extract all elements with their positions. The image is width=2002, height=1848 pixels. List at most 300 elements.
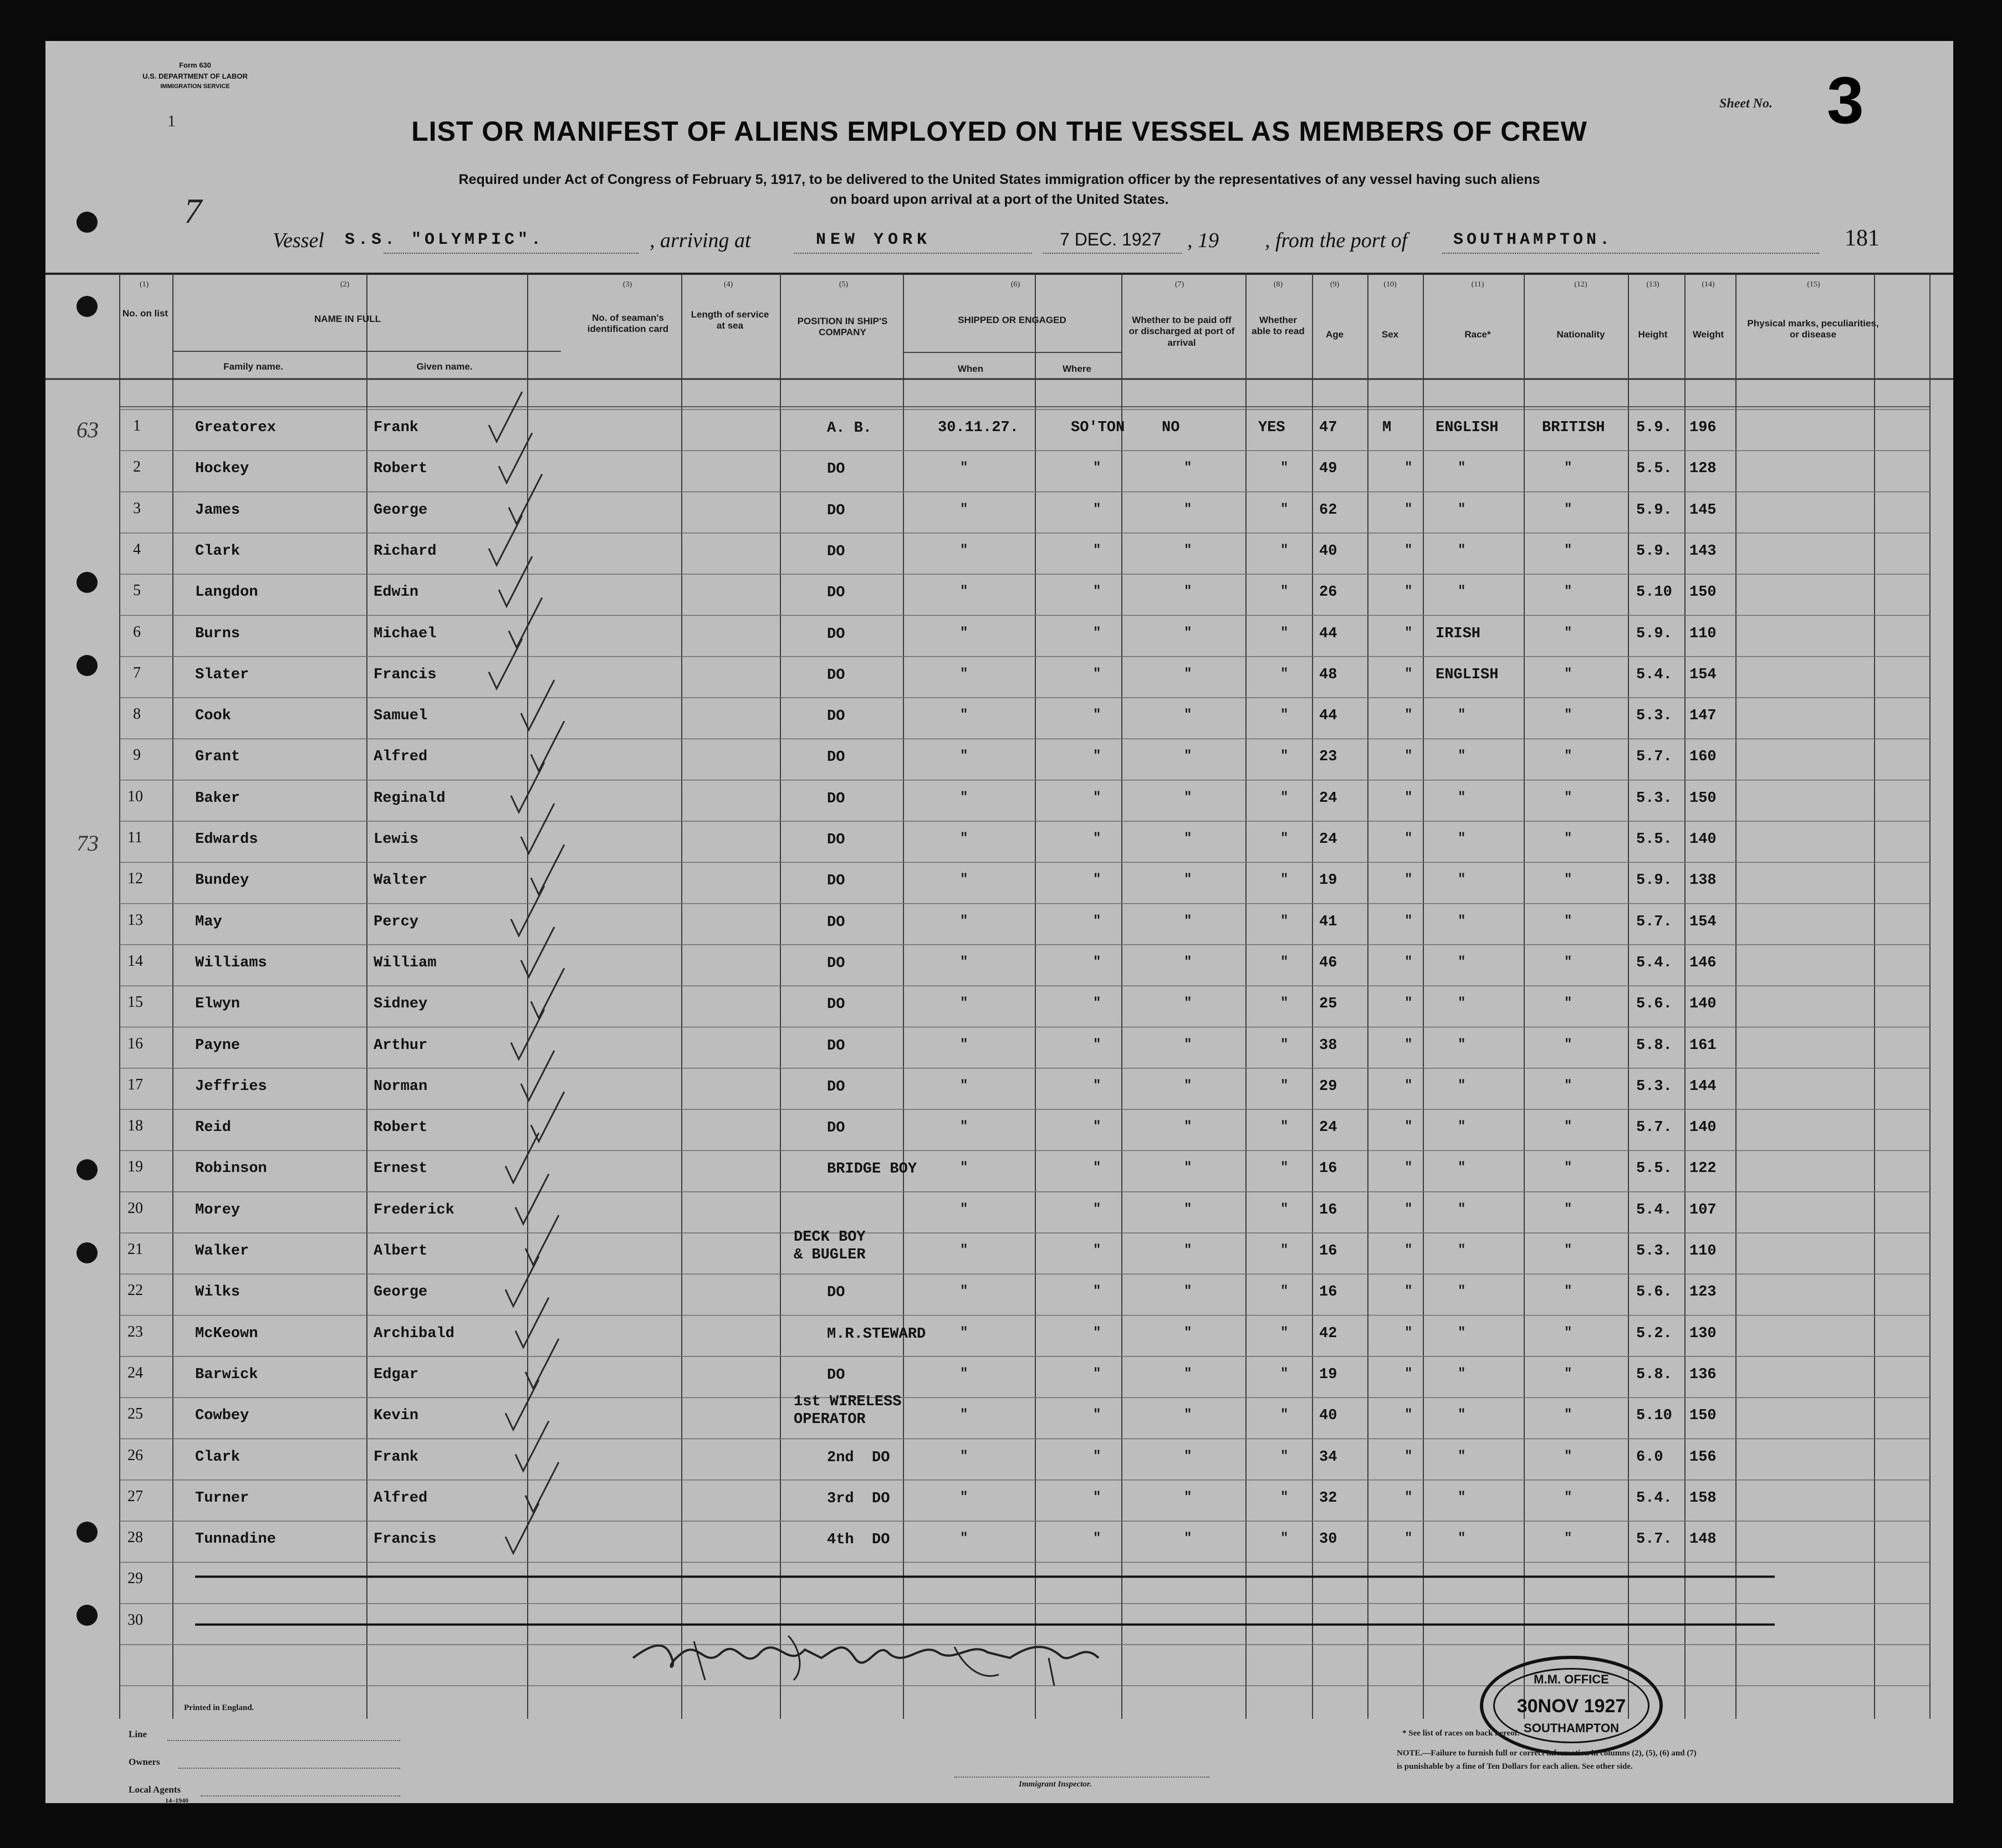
header-where: Where — [1063, 364, 1091, 374]
row-number: 4 — [133, 540, 141, 558]
age: 19 — [1319, 1366, 1337, 1383]
weight: 156 — [1689, 1448, 1717, 1466]
nationality-ditto: " — [1564, 913, 1572, 929]
race-ditto: " — [1458, 1201, 1466, 1217]
sex-ditto: " — [1405, 790, 1413, 805]
nationality-ditto: " — [1564, 1037, 1572, 1052]
race-ditto: " — [1458, 460, 1466, 476]
read-ditto: " — [1280, 1366, 1289, 1381]
printed-in-england: Printed in England. — [184, 1703, 254, 1712]
col-num-3: (3) — [622, 280, 632, 289]
department-label: U.S. DEPARTMENT OF LABOR — [142, 72, 248, 80]
paid-off-ditto: " — [1184, 1119, 1192, 1135]
height: 5.6. — [1636, 996, 1672, 1013]
footer-line-label: Line — [129, 1729, 147, 1739]
nationality-ditto: " — [1564, 542, 1572, 558]
paid-off-ditto: " — [1184, 872, 1192, 888]
family-name: Clark — [195, 1448, 241, 1466]
nationality-ditto: " — [1564, 749, 1572, 764]
family-name: James — [195, 501, 241, 519]
where-ditto: " — [1093, 1407, 1101, 1423]
header-sex: Sex — [1381, 329, 1399, 340]
sex-ditto: " — [1405, 1531, 1413, 1547]
header-seamans-id: No. of seaman's identification card — [587, 313, 669, 335]
service-label: IMMIGRATION SERVICE — [160, 83, 230, 90]
nationality-ditto: " — [1564, 831, 1572, 846]
arriving-label: , arriving at — [650, 229, 751, 252]
read-ditto: " — [1280, 872, 1289, 888]
row-number: 20 — [127, 1199, 143, 1217]
header-when: When — [957, 364, 984, 374]
weight: 130 — [1689, 1325, 1717, 1342]
row-number: 24 — [127, 1364, 143, 1381]
check-mark-icon — [521, 927, 554, 977]
year-label: , 19 — [1187, 229, 1219, 252]
age: 16 — [1319, 1284, 1337, 1301]
height: 5.4. — [1636, 1201, 1672, 1219]
immigrant-inspector-label: Immigrant Inspector. — [1019, 1780, 1092, 1789]
row-number: 21 — [127, 1241, 143, 1258]
height: 5.9. — [1636, 542, 1672, 560]
when-ditto: " — [960, 666, 968, 682]
position: DO — [827, 914, 845, 931]
paid-off-ditto: " — [1184, 1489, 1192, 1505]
age: 16 — [1319, 1243, 1337, 1260]
check-mark-icon — [525, 1339, 559, 1389]
nationality-ditto: " — [1564, 872, 1572, 888]
subtitle-line-2: on board upon arrival at a port of the United States. — [830, 192, 1169, 208]
height: 5.7. — [1636, 749, 1672, 766]
form-number: Form 630 — [179, 61, 211, 69]
check-mark-icon — [525, 1462, 559, 1512]
footer-agents-label: Local Agents — [129, 1784, 181, 1795]
when-ditto: " — [960, 996, 968, 1011]
position: DO — [827, 667, 845, 684]
nationality-ditto: " — [1564, 625, 1572, 641]
when-ditto: " — [960, 1243, 968, 1258]
header-given-name: Given name. — [416, 361, 473, 372]
paid-off-ditto: " — [1184, 666, 1192, 682]
where-ditto: " — [1093, 872, 1101, 888]
position: A. B. — [827, 420, 872, 437]
row-number: 8 — [133, 705, 141, 723]
position: DO — [827, 1120, 845, 1137]
weight: 122 — [1689, 1160, 1717, 1178]
row-number: 22 — [127, 1282, 143, 1299]
height: 5.5. — [1636, 831, 1672, 848]
race-ditto: " — [1458, 790, 1466, 805]
where-ditto: " — [1093, 1201, 1101, 1217]
weight: 136 — [1689, 1366, 1717, 1383]
when-ditto: " — [960, 790, 968, 805]
col-num-10: (10) — [1383, 280, 1397, 289]
paid-off-ditto: " — [1184, 1531, 1192, 1547]
row-number: 14 — [127, 952, 143, 970]
mm-office-stamp — [1480, 1656, 1668, 1761]
header-position: POSITION IN SHIP'S COMPANY — [797, 316, 888, 338]
nationality-ditto: " — [1564, 790, 1572, 805]
sex-ditto: " — [1405, 954, 1413, 970]
read-ditto: " — [1280, 1284, 1289, 1299]
position: 4th DO — [827, 1532, 890, 1549]
position: 2nd DO — [827, 1449, 890, 1466]
header-nationality: Nationality — [1556, 329, 1605, 340]
age: 48 — [1319, 666, 1337, 683]
given-name: Archibald — [374, 1325, 454, 1342]
weight: 140 — [1689, 1119, 1717, 1137]
when-ditto: " — [960, 1448, 968, 1464]
given-name: Robert — [374, 1119, 428, 1137]
nationality-ditto: " — [1564, 1325, 1572, 1340]
height: 5.5. — [1636, 1160, 1672, 1178]
row-number: 16 — [127, 1035, 143, 1052]
where-ditto: " — [1093, 542, 1101, 558]
height: 5.6. — [1636, 1284, 1672, 1301]
read-ditto: " — [1280, 1078, 1289, 1093]
nationality-ditto: " — [1564, 1531, 1572, 1547]
when-ditto: " — [960, 1160, 968, 1176]
race: ENGLISH — [1436, 419, 1499, 436]
weight: 107 — [1689, 1201, 1717, 1219]
position: 1st WIRELESS OPERATOR — [794, 1394, 902, 1429]
arrival-date: 7 DEC. 1927 — [1060, 229, 1162, 249]
read-ditto: " — [1280, 1037, 1289, 1052]
family-name: McKeown — [195, 1325, 258, 1342]
read: YES — [1258, 419, 1285, 436]
read-ditto: " — [1280, 1531, 1289, 1547]
where-ditto: " — [1093, 501, 1101, 517]
where-ditto: " — [1093, 1284, 1101, 1299]
when-ditto: " — [960, 584, 968, 600]
col-num-12: (12) — [1574, 280, 1587, 289]
paid-off-ditto: " — [1184, 584, 1192, 600]
family-name: Greatorex — [195, 419, 276, 436]
read-ditto: " — [1280, 1160, 1289, 1176]
race-ditto: " — [1458, 1119, 1466, 1135]
sex-ditto: " — [1405, 1325, 1413, 1340]
nationality-ditto: " — [1564, 666, 1572, 682]
position: BRIDGE BOY — [827, 1161, 917, 1178]
check-mark-icon — [521, 1051, 554, 1100]
weight: 144 — [1689, 1078, 1717, 1095]
row-number: 3 — [133, 499, 141, 517]
paid-off-ditto: " — [1184, 1078, 1192, 1093]
nationality-ditto: " — [1564, 1366, 1572, 1381]
col-num-1: (1) — [139, 280, 149, 289]
position: DECK BOY & BUGLER — [794, 1229, 866, 1263]
where: SO'TON — [1071, 419, 1125, 436]
position: DO — [827, 790, 845, 807]
weight: 150 — [1689, 1407, 1717, 1425]
given-name: Ernest — [374, 1160, 428, 1178]
weight: 110 — [1689, 1243, 1717, 1260]
weight: 140 — [1689, 831, 1717, 848]
when-ditto: " — [960, 831, 968, 846]
family-name: Jeffries — [195, 1078, 267, 1095]
given-name: Percy — [374, 913, 419, 930]
sex-ditto: " — [1405, 1489, 1413, 1505]
where-ditto: " — [1093, 1160, 1101, 1176]
race-ditto: " — [1458, 584, 1466, 600]
position: DO — [827, 832, 845, 848]
read-ditto: " — [1280, 1448, 1289, 1464]
sex-ditto: " — [1405, 1201, 1413, 1217]
penalty-note-line-2: is punishable by a fine of Ten Dollars for each alien. See other side. — [1397, 1762, 1633, 1771]
row-number: 9 — [133, 746, 141, 764]
age: 41 — [1319, 913, 1337, 930]
position: DO — [827, 996, 845, 1013]
check-mark-icon — [515, 1298, 549, 1348]
read-ditto: " — [1280, 1243, 1289, 1258]
paid-off-ditto: " — [1184, 1448, 1192, 1464]
race-ditto: " — [1458, 1366, 1466, 1381]
header-paid-off: Whether to be paid off or discharged at port of arrival — [1128, 315, 1235, 348]
read-ditto: " — [1280, 708, 1289, 723]
manifest-sheet — [45, 41, 1953, 1803]
weight: 148 — [1689, 1531, 1717, 1548]
vessel-label: Vessel — [273, 229, 324, 252]
weight: 138 — [1689, 872, 1717, 889]
when-ditto: " — [960, 872, 968, 888]
height: 5.7. — [1636, 1531, 1672, 1548]
read-ditto: " — [1280, 625, 1289, 641]
sex-ditto: " — [1405, 708, 1413, 723]
weight: 160 — [1689, 749, 1717, 766]
when-ditto: " — [960, 954, 968, 970]
margin-mark: 7 — [184, 191, 202, 231]
age: 40 — [1319, 1407, 1337, 1425]
when-ditto: " — [960, 1325, 968, 1340]
family-name: Hockey — [195, 460, 249, 478]
race-ditto: " — [1458, 996, 1466, 1011]
paid-off-ditto: " — [1184, 996, 1192, 1011]
header-no-on-list: No. on list — [122, 308, 168, 319]
given-name: Arthur — [374, 1037, 428, 1054]
given-name: Francis — [374, 1531, 437, 1548]
height: 5.3. — [1636, 1243, 1672, 1260]
nationality: BRITISH — [1542, 419, 1605, 436]
height: 5.9. — [1636, 625, 1672, 642]
footer-owners-label: Owners — [129, 1757, 160, 1767]
sex: M — [1382, 419, 1392, 436]
page-number: 181 — [1845, 226, 1880, 251]
read-ditto: " — [1280, 913, 1289, 929]
given-name: Francis — [374, 666, 437, 683]
row-number: 19 — [127, 1158, 143, 1176]
given-name: Reginald — [374, 790, 446, 807]
height: 5.4. — [1636, 666, 1672, 683]
paid-off-ditto: " — [1184, 1201, 1192, 1217]
row-number: 5 — [133, 582, 141, 600]
where-ditto: " — [1093, 954, 1101, 970]
family-name: Wilks — [195, 1284, 241, 1301]
read-ditto: " — [1280, 584, 1289, 600]
header-name-in-full: NAME IN FULL — [314, 314, 381, 324]
col-num-15: (15) — [1807, 280, 1820, 289]
paid-off-ditto: " — [1184, 1325, 1192, 1340]
races-note: * See list of races on back hereof. — [1402, 1729, 1520, 1738]
given-name: Frederick — [374, 1201, 454, 1219]
read-ditto: " — [1280, 1489, 1289, 1505]
row-number: 30 — [127, 1611, 143, 1629]
when-ditto: " — [960, 749, 968, 764]
where-ditto: " — [1093, 584, 1101, 600]
header-family-name: Family name. — [223, 361, 283, 372]
when-ditto: " — [960, 913, 968, 929]
family-name: Reid — [195, 1119, 231, 1137]
where-ditto: " — [1093, 1119, 1101, 1135]
family-name: Turner — [195, 1489, 249, 1507]
race-ditto: " — [1458, 831, 1466, 846]
family-name: Morey — [195, 1201, 241, 1219]
inspector-signature — [622, 1619, 1132, 1697]
family-name: Baker — [195, 790, 241, 807]
given-name: William — [374, 954, 437, 971]
when-ditto: " — [960, 1489, 968, 1505]
given-name: Kevin — [374, 1407, 419, 1425]
read-ditto: " — [1280, 542, 1289, 558]
sex-ditto: " — [1405, 542, 1413, 558]
where-ditto: " — [1093, 1448, 1101, 1464]
family-name: Cowbey — [195, 1407, 249, 1425]
weight: 154 — [1689, 666, 1717, 683]
nationality-ditto: " — [1564, 1243, 1572, 1258]
given-name: Edgar — [374, 1366, 419, 1383]
paid-off: NO — [1162, 419, 1180, 436]
race-ditto: " — [1458, 542, 1466, 558]
sex-ditto: " — [1405, 1366, 1413, 1381]
paid-off-ditto: " — [1184, 790, 1192, 805]
sex-ditto: " — [1405, 625, 1413, 641]
header-physical: Physical marks, peculiarities, or disease — [1747, 318, 1879, 340]
check-mark-icon — [505, 1133, 539, 1182]
race: ENGLISH — [1436, 666, 1499, 683]
position: DO — [827, 461, 845, 478]
family-name: Slater — [195, 666, 249, 683]
sex-ditto: " — [1405, 501, 1413, 517]
given-name: Norman — [374, 1078, 428, 1095]
family-name: Edwards — [195, 831, 258, 848]
height: 5.9. — [1636, 872, 1672, 889]
height: 5.3. — [1636, 1078, 1672, 1095]
where-ditto: " — [1093, 1325, 1101, 1340]
when-ditto: " — [960, 1366, 968, 1381]
family-name: Clark — [195, 542, 241, 560]
age: 24 — [1319, 1119, 1337, 1137]
subtitle-line-1: Required under Act of Congress of February 5, 1917, to be delivered to the United States immigration officer by the representatives of any vessel having such aliens — [458, 172, 1540, 187]
family-name: May — [195, 913, 222, 930]
weight: 196 — [1689, 419, 1717, 436]
paid-off-ditto: " — [1184, 542, 1192, 558]
nationality-ditto: " — [1564, 1489, 1572, 1505]
when-ditto: " — [960, 1201, 968, 1217]
given-name: Robert — [374, 460, 428, 478]
check-mark-icon — [531, 721, 564, 771]
when-ditto: " — [960, 1407, 968, 1423]
row-number: 27 — [127, 1487, 143, 1505]
where-ditto: " — [1093, 1037, 1101, 1052]
age: 46 — [1319, 954, 1337, 971]
height: 5.10 — [1636, 584, 1672, 601]
nationality-ditto: " — [1564, 460, 1572, 476]
col-num-14: (14) — [1702, 280, 1715, 289]
sex-ditto: " — [1405, 1407, 1413, 1423]
height: 5.7. — [1636, 913, 1672, 930]
race-ditto: " — [1458, 749, 1466, 764]
race: IRISH — [1436, 625, 1481, 642]
row-number: 7 — [133, 664, 141, 682]
given-name: Michael — [374, 625, 437, 642]
where-ditto: " — [1093, 666, 1101, 682]
weight: 140 — [1689, 996, 1717, 1013]
header-length-service: Length of service at sea — [691, 309, 769, 331]
check-mark-icon — [525, 1215, 559, 1265]
race-ditto: " — [1458, 954, 1466, 970]
when-ditto: " — [960, 1284, 968, 1299]
weight: 146 — [1689, 954, 1717, 971]
weight: 147 — [1689, 708, 1717, 725]
height: 5.10 — [1636, 1407, 1672, 1425]
weight: 161 — [1689, 1037, 1717, 1054]
weight: 154 — [1689, 913, 1717, 930]
paid-off-ditto: " — [1184, 954, 1192, 970]
where-ditto: " — [1093, 996, 1101, 1011]
row-number: 12 — [127, 870, 143, 888]
sex-ditto: " — [1405, 913, 1413, 929]
age: 29 — [1319, 1078, 1337, 1095]
margin-note-73: 73 — [76, 831, 99, 856]
sex-ditto: " — [1405, 1243, 1413, 1258]
when-ditto: " — [960, 625, 968, 641]
age: 44 — [1319, 625, 1337, 642]
col-num-7: (7) — [1174, 280, 1184, 289]
row-number: 11 — [127, 829, 142, 846]
given-name: Walter — [374, 872, 428, 889]
where-ditto: " — [1093, 749, 1101, 764]
position: DO — [827, 585, 845, 602]
family-name: Grant — [195, 749, 241, 766]
height: 5.2. — [1636, 1325, 1672, 1342]
when-ditto: " — [960, 460, 968, 476]
check-mark-icon — [515, 1421, 549, 1471]
penalty-note-line-1: NOTE.—Failure to furnish full or correct information in columns (2), (5), (6) and (7) — [1397, 1749, 1697, 1758]
paid-off-ditto: " — [1184, 1160, 1192, 1176]
where-ditto: " — [1093, 913, 1101, 929]
given-name: Sidney — [374, 996, 428, 1013]
position: M.R.STEWARD — [827, 1325, 926, 1343]
race-ditto: " — [1458, 872, 1466, 888]
age: 38 — [1319, 1037, 1337, 1054]
family-name: Elwyn — [195, 996, 241, 1013]
footer-form-code: 14–1940 — [165, 1796, 188, 1803]
where-ditto: " — [1093, 1366, 1101, 1381]
position: DO — [827, 708, 845, 725]
age: 47 — [1319, 419, 1337, 436]
sheet-number: 3 — [1827, 63, 1864, 137]
nationality-ditto: " — [1564, 584, 1572, 600]
age: 24 — [1319, 831, 1337, 848]
paid-off-ditto: " — [1184, 625, 1192, 641]
read-ditto: " — [1280, 666, 1289, 682]
paid-off-ditto: " — [1184, 913, 1192, 929]
height: 5.8. — [1636, 1037, 1672, 1054]
race-ditto: " — [1458, 501, 1466, 517]
weight: 123 — [1689, 1284, 1717, 1301]
read-ditto: " — [1280, 1119, 1289, 1135]
row-number: 28 — [127, 1529, 143, 1547]
nationality-ditto: " — [1564, 501, 1572, 517]
position: DO — [827, 955, 845, 972]
